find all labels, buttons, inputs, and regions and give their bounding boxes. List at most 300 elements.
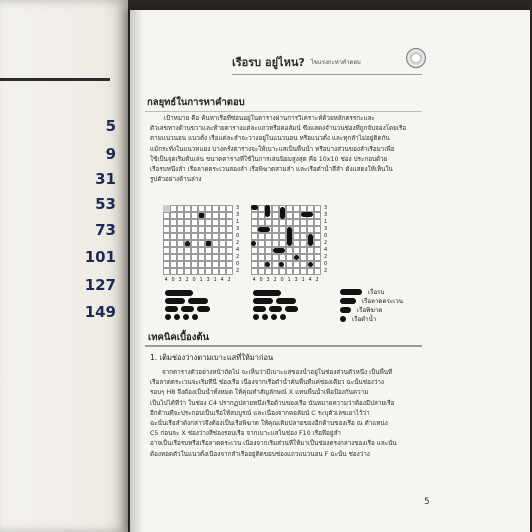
- grid-cell: [226, 226, 233, 233]
- grid-cell: [307, 247, 314, 254]
- ship-segment-hint: [199, 213, 204, 218]
- section-title-strategy: กลยุทธ์ในการหาคำตอบ: [147, 97, 245, 108]
- grid-cell: [258, 254, 265, 261]
- grid-cell: [258, 268, 265, 275]
- column-clue: 4: [164, 277, 168, 283]
- grid-cell: [251, 247, 258, 254]
- grid-cell: [191, 205, 198, 212]
- column-clue: 2: [185, 277, 189, 283]
- column-clue: 0: [192, 277, 196, 283]
- paragraph-line: อีกด้านที่จะประกอบเป็นเรือให้สมบูรณ์ และเนื่องจากคอลัมน์ C ระบุตัวเลขเอาไว้ว่า: [150, 409, 370, 417]
- grid-cell: [300, 233, 307, 240]
- ship-segment: [280, 207, 285, 219]
- toc-number: 9: [105, 145, 116, 163]
- grid-cell: [163, 261, 170, 268]
- grid-cell: [279, 268, 286, 275]
- grid-cell: [212, 219, 219, 226]
- grid-cell: [212, 261, 219, 268]
- page-number: 5: [424, 497, 430, 507]
- grid-cell: [191, 254, 198, 261]
- grid-cell: [163, 233, 170, 240]
- row-clue: 2: [324, 268, 328, 274]
- column-clue: 2: [315, 277, 319, 283]
- legend-label: เรือดำน้ำ: [352, 316, 377, 323]
- toc-number: 53: [95, 195, 116, 213]
- grid-cell: [177, 268, 184, 275]
- paragraph-line: ตัวเลขทางด้านขวาและท้ายตารางแต่ละแถวหรือคอลัมน์ ซึ่งแสดงจำนวนช่องที่ถูกจับจองโดยเรือ: [150, 125, 407, 133]
- fleet-ship: [262, 314, 268, 320]
- grid-cell: [307, 226, 314, 233]
- grid-cell: [251, 268, 258, 275]
- section-rule: [145, 111, 422, 112]
- grid-cell: [293, 205, 300, 212]
- column-clue: 3: [178, 277, 182, 283]
- row-clue: 2: [324, 254, 328, 260]
- paragraph-line: ตามแนวนอน แนวตั้ง เรือแต่ละลำจะวางอยู่ในแนวนอน หรือแนวตั้ง และทุกลำไม่อยู่ติดกัน: [150, 135, 390, 143]
- grid-cell: [177, 254, 184, 261]
- paragraph-line: ฉะนั้นเรือลำดังกล่าวจึงต้องเป็นเรือพิฆาต ให้คุณเติมปลายของอีกด้านของเรือ ณ ตำแหน่ง: [150, 420, 388, 428]
- grid-cell: [219, 233, 226, 240]
- fleet-ship: [276, 298, 296, 304]
- grid-cell: [170, 254, 177, 261]
- grid-cell: [272, 233, 279, 240]
- ship-segment-hint: [206, 241, 211, 246]
- grid-cell: [163, 240, 170, 247]
- grid-cell: [198, 254, 205, 261]
- toc-number: 101: [84, 248, 116, 266]
- grid-cell: [286, 212, 293, 219]
- grid-cell: [163, 268, 170, 275]
- column-clue: 1: [213, 277, 217, 283]
- grid-cell: [300, 219, 307, 226]
- fleet-ship: [174, 314, 180, 320]
- grid-cell: [177, 240, 184, 247]
- grid-cell: [314, 254, 321, 261]
- grid-cell: [226, 212, 233, 219]
- grid-cell: [212, 268, 219, 275]
- grid-cell: [226, 261, 233, 268]
- grid-cell: [191, 226, 198, 233]
- grid-cell: [279, 233, 286, 240]
- grid-cell: [191, 212, 198, 219]
- grid-cell: [300, 268, 307, 275]
- toc-number: 73: [95, 221, 116, 239]
- fleet-ship: [165, 290, 193, 296]
- fleet-ship: [253, 306, 266, 312]
- grid-cell: [212, 254, 219, 261]
- grid-cell: [198, 240, 205, 247]
- running-header: [232, 52, 418, 72]
- ship-segment: [308, 234, 313, 246]
- header-rule: [232, 74, 422, 75]
- grid-cell: [293, 212, 300, 219]
- strategy-paragraph: [150, 114, 426, 185]
- grid-cell: [198, 268, 205, 275]
- column-clue: 0: [259, 277, 263, 283]
- row-clue: 0: [236, 261, 240, 267]
- grid-cell: [184, 254, 191, 261]
- paragraph-line: เรือลาดตระเวนจะเริ่มที่นี่ ช่องเรือ เนื่องจากเรือดำน้ำคันพื้นที่แค่ช่องเดียว ฉะนั้นช่องว่าง: [150, 379, 384, 387]
- fleet-ship: [192, 314, 198, 320]
- grid-cell: [307, 205, 314, 212]
- row-clue: 2: [236, 240, 240, 246]
- section-title-basic-techniques: เทคนิคเบื้องต้น: [148, 332, 209, 343]
- fleet-ship: [280, 314, 286, 320]
- grid-cell: [163, 219, 170, 226]
- grid-cell: [205, 205, 212, 212]
- grid-cell: [272, 261, 279, 268]
- grid-cell: [226, 247, 233, 254]
- fleet-ship: [253, 314, 259, 320]
- grid-cell: [279, 226, 286, 233]
- ship-end-hint: [185, 241, 190, 246]
- grid-cell: [226, 240, 233, 247]
- column-clue: 3: [266, 277, 270, 283]
- row-clue: 3: [236, 212, 240, 218]
- column-clue: 0: [171, 277, 175, 283]
- fleet-ship: [181, 306, 194, 312]
- grid-cell: [170, 240, 177, 247]
- ship-segment: [301, 212, 313, 217]
- column-clue: 4: [308, 277, 312, 283]
- grid-cell: [307, 219, 314, 226]
- grid-cell: [286, 219, 293, 226]
- grid-cell: [191, 247, 198, 254]
- paragraph-line: รอบๆ H8 จึงต้องเป็นน้ำทั้งหมด ให้คุณทำสัญลักษณ์ X แทนพื้นน้ำเพื่อป้องกันความ: [150, 389, 369, 397]
- grid-cell: [163, 254, 170, 261]
- grid-cell: [219, 268, 226, 275]
- grid-cell: [205, 254, 212, 261]
- grid-cell: [170, 212, 177, 219]
- grid-cell: [300, 261, 307, 268]
- row-clue: 3: [236, 205, 240, 211]
- column-clue: 3: [206, 277, 210, 283]
- ship-segment: [279, 262, 284, 267]
- grid-cell: [265, 219, 272, 226]
- grid-cell: [258, 247, 265, 254]
- column-clue: 1: [287, 277, 291, 283]
- grid-cell: [265, 233, 272, 240]
- grid-cell: [307, 268, 314, 275]
- grid-cell: [205, 233, 212, 240]
- grid-cell: [272, 212, 279, 219]
- paragraph-line: C5 ก่อนจะ X ช่องว่างสี่ช่องรอบเรือ จากเบาะแสในช่อง F10 เรือที่อยู่ลำ: [150, 430, 341, 438]
- grid-cell: [170, 226, 177, 233]
- grid-cell: [191, 261, 198, 268]
- paragraph-line: ใช้เป็นจุดเริ่มต้นเล่น ขนาดตารางที่ใช้ในการเล่นนิยมสูงสุด คือ 10x10 ช่อง ประกอบด้วย: [150, 155, 388, 163]
- header-title: เรือรบ อยู่ไหน?: [232, 56, 305, 69]
- grid-cell: [286, 205, 293, 212]
- column-clue: 4: [220, 277, 224, 283]
- row-clue: 0: [324, 261, 328, 267]
- grid-cell: [251, 233, 258, 240]
- grid-cell: [226, 254, 233, 261]
- left-page: [0, 0, 128, 532]
- legend-label: เรือพิฆาต: [357, 307, 383, 314]
- ship-segment: [251, 241, 256, 246]
- row-clue: 0: [324, 233, 328, 239]
- grid-cell: [177, 261, 184, 268]
- grid-cell: [226, 219, 233, 226]
- grid-cell: [212, 247, 219, 254]
- grid-cell: [272, 254, 279, 261]
- fleet-ship: [269, 306, 282, 312]
- grid-cell: [314, 261, 321, 268]
- grid-cell: [198, 205, 205, 212]
- grid-cell: [258, 205, 265, 212]
- grid-cell: [191, 219, 198, 226]
- grid-cell: [170, 268, 177, 275]
- paragraph-line: เป้าหมาย คือ ค้นหาเรือที่ซ่อนอยู่ในตารางผ่านการวิเคราะห์ด้วยหลักตรรกะและ: [164, 115, 375, 122]
- grid-cell: [251, 219, 258, 226]
- technique-subheading: 1. เติมช่องว่างตามเบาะแสที่ให้มาก่อน: [150, 353, 274, 362]
- puzzle-grid-unsolved: [163, 205, 233, 275]
- grid-cell: [265, 247, 272, 254]
- ship-segment: [265, 262, 270, 267]
- grid-cell: [163, 247, 170, 254]
- row-clue: 0: [236, 233, 240, 239]
- paragraph-line: ต้องทอดตัวในแนวตั้งเนื่องจากลำเรืออยู่ติดขอบช่องแถวแนวนอน F ฉะนั้น ช่องว่าง: [150, 450, 370, 458]
- toc-number: 5: [105, 117, 116, 135]
- grid-cell: [198, 261, 205, 268]
- column-clue: 3: [294, 277, 298, 283]
- fleet-ship: [271, 314, 277, 320]
- grid-cell: [177, 219, 184, 226]
- grid-cell: [177, 247, 184, 254]
- paragraph-line: จากตารางตัวอย่างหน้าถัดไป จะเห็นว่ามีเบาะแสของน้ำอยู่ในช่องส่วนตัวหนึ่ง เป็นพื้นที่: [162, 369, 393, 376]
- column-clue: 0: [280, 277, 284, 283]
- column-clue: 4: [252, 277, 256, 283]
- grid-cell: [184, 268, 191, 275]
- grid-cell: [258, 233, 265, 240]
- ship-segment: [265, 205, 270, 217]
- ship-segment: [251, 205, 258, 210]
- grid-cell: [226, 233, 233, 240]
- grid-cell: [198, 247, 205, 254]
- grid-cell: [219, 212, 226, 219]
- ship-segment: [294, 255, 299, 260]
- fleet-ship: [165, 306, 178, 312]
- water-hint: [163, 205, 170, 212]
- grid-cell: [212, 212, 219, 219]
- technique-paragraph: [150, 368, 426, 460]
- grid-cell: [314, 247, 321, 254]
- grid-cell: [170, 261, 177, 268]
- grid-cell: [272, 226, 279, 233]
- grid-cell: [300, 205, 307, 212]
- grid-cell: [205, 247, 212, 254]
- grid-cell: [184, 247, 191, 254]
- grid-cell: [272, 268, 279, 275]
- grid-cell: [286, 261, 293, 268]
- header-subtitle: ไขแรงกะหาคำตอบ: [310, 59, 361, 66]
- fleet-ship: [253, 298, 273, 304]
- grid-cell: [286, 268, 293, 275]
- column-clue: 1: [301, 277, 305, 283]
- paragraph-line: เรือรบหนึ่งลำ เรือลาดตระเวนสองลำ เรือพิฆาตสามลำ และเรือดำน้ำสี่ลำ ดังแสดงให้เห็นใน: [150, 166, 393, 174]
- grid-cell: [177, 233, 184, 240]
- grid-cell: [212, 226, 219, 233]
- ship-segment: [258, 227, 270, 232]
- grid-cell: [251, 254, 258, 261]
- legend-label: เรือลาดตระเวน: [362, 298, 403, 305]
- grid-cell: [314, 205, 321, 212]
- column-clue: 2: [227, 277, 231, 283]
- fleet-ship: [188, 298, 208, 304]
- fleet-ship: [285, 306, 298, 312]
- grid-cell: [219, 247, 226, 254]
- puzzle-grid-solved: [251, 205, 321, 275]
- grid-cell: [184, 226, 191, 233]
- grid-cell: [219, 226, 226, 233]
- grid-cell: [258, 212, 265, 219]
- grid-cell: [205, 219, 212, 226]
- grid-cell: [219, 240, 226, 247]
- grid-cell: [212, 240, 219, 247]
- grid-cell: [184, 205, 191, 212]
- grid-cell: [265, 268, 272, 275]
- row-clue: 3: [324, 205, 328, 211]
- row-clue: 3: [324, 226, 328, 232]
- grid-cell: [219, 261, 226, 268]
- left-page-rule: [0, 78, 110, 81]
- grid-cell: [300, 247, 307, 254]
- grid-cell: [286, 254, 293, 261]
- row-clue: 2: [236, 268, 240, 274]
- paragraph-line: รูปตัวอย่างด้านล่าง: [150, 176, 202, 184]
- toc-number: 31: [95, 170, 116, 188]
- paragraph-line: เป็นไปได้ที่ว่า ในช่อง C4 ปรากฏปลายหนึ่งเรือด้านของเรือ นั่นหมายความว่าต้องมีปลายเรือ: [150, 399, 395, 407]
- fleet-ship: [197, 306, 210, 312]
- fleet-ship: [165, 314, 171, 320]
- fleet-ship: [165, 298, 185, 304]
- fleet-ship: [183, 314, 189, 320]
- grid-cell: [258, 240, 265, 247]
- grid-cell: [191, 268, 198, 275]
- grid-cell: [251, 212, 258, 219]
- legend-row: [340, 314, 376, 324]
- row-clue: 4: [236, 247, 240, 253]
- grid-cell: [184, 261, 191, 268]
- grid-cell: [265, 254, 272, 261]
- grid-cell: [265, 240, 272, 247]
- grid-cell: [219, 254, 226, 261]
- grid-cell: [191, 233, 198, 240]
- grid-cell: [279, 254, 286, 261]
- row-clue: 4: [324, 247, 328, 253]
- grid-cell: [184, 212, 191, 219]
- grid-cell: [293, 268, 300, 275]
- grid-cell: [293, 226, 300, 233]
- grid-cell: [293, 247, 300, 254]
- legend-ship-swatch: [340, 289, 362, 295]
- grid-cell: [314, 240, 321, 247]
- grid-cell: [286, 247, 293, 254]
- paragraph-line: แม้กระทั่งในแนวทแยง บางครั้งตารางจะให้เบาะแสเป็นพื้นน้ำ หรือบางส่วนของลำเรือมาเพื่อ: [150, 145, 395, 153]
- grid-cell: [272, 205, 279, 212]
- grid-cell: [184, 219, 191, 226]
- row-clue: 3: [236, 226, 240, 232]
- column-clue: 1: [199, 277, 203, 283]
- grid-cell: [314, 226, 321, 233]
- grid-cell: [191, 240, 198, 247]
- grid-cell: [177, 205, 184, 212]
- grid-cell: [307, 254, 314, 261]
- grid-cell: [205, 212, 212, 219]
- grid-cell: [163, 226, 170, 233]
- grid-cell: [272, 219, 279, 226]
- grid-cell: [258, 219, 265, 226]
- grid-cell: [293, 261, 300, 268]
- row-clue: 1: [236, 219, 240, 225]
- grid-cell: [205, 268, 212, 275]
- grid-cell: [272, 240, 279, 247]
- grid-cell: [212, 205, 219, 212]
- grid-cell: [219, 205, 226, 212]
- row-clue: 1: [324, 219, 328, 225]
- ship-segment: [273, 248, 285, 253]
- grid-cell: [170, 219, 177, 226]
- grid-cell: [170, 247, 177, 254]
- grid-cell: [170, 233, 177, 240]
- grid-cell: [251, 261, 258, 268]
- grid-cell: [226, 268, 233, 275]
- grid-cell: [314, 219, 321, 226]
- legend-ship-swatch: [340, 316, 346, 322]
- grid-cell: [226, 205, 233, 212]
- grid-cell: [219, 219, 226, 226]
- legend-label: เรือรบ: [368, 289, 385, 296]
- legend-ship-swatch: [340, 307, 351, 313]
- circular-seal-icon: [406, 48, 426, 68]
- toc-number: 149: [84, 303, 116, 321]
- grid-cell: [205, 226, 212, 233]
- grid-cell: [314, 268, 321, 275]
- toc-number: 127: [84, 276, 116, 294]
- grid-cell: [279, 219, 286, 226]
- grid-cell: [198, 233, 205, 240]
- grid-cell: [314, 233, 321, 240]
- grid-cell: [293, 240, 300, 247]
- ship-segment: [308, 262, 313, 267]
- grid-cell: [212, 233, 219, 240]
- grid-cell: [293, 219, 300, 226]
- grid-cell: [177, 226, 184, 233]
- grid-cell: [314, 212, 321, 219]
- legend-ship-swatch: [340, 298, 356, 304]
- grid-cell: [177, 212, 184, 219]
- ship-segment: [287, 227, 292, 246]
- row-clue: 2: [324, 240, 328, 246]
- section-rule: [145, 345, 422, 347]
- grid-cell: [300, 226, 307, 233]
- grid-cell: [198, 226, 205, 233]
- row-clue: 2: [236, 254, 240, 260]
- grid-cell: [170, 205, 177, 212]
- grid-cell: [258, 261, 265, 268]
- grid-cell: [300, 254, 307, 261]
- grid-cell: [293, 233, 300, 240]
- grid-cell: [163, 212, 170, 219]
- column-clue: 2: [273, 277, 277, 283]
- row-clue: 3: [324, 212, 328, 218]
- grid-cell: [198, 219, 205, 226]
- grid-cell: [205, 261, 212, 268]
- grid-cell: [184, 233, 191, 240]
- grid-cell: [251, 226, 258, 233]
- grid-cell: [279, 240, 286, 247]
- paragraph-line: อาจเป็นเรือรบหรือเรือลาดตระเวน เนื่องจากเริ่มส่วนที่ให้มาเป็นช่องตรงกลางของเรือ และนั่น: [150, 440, 397, 448]
